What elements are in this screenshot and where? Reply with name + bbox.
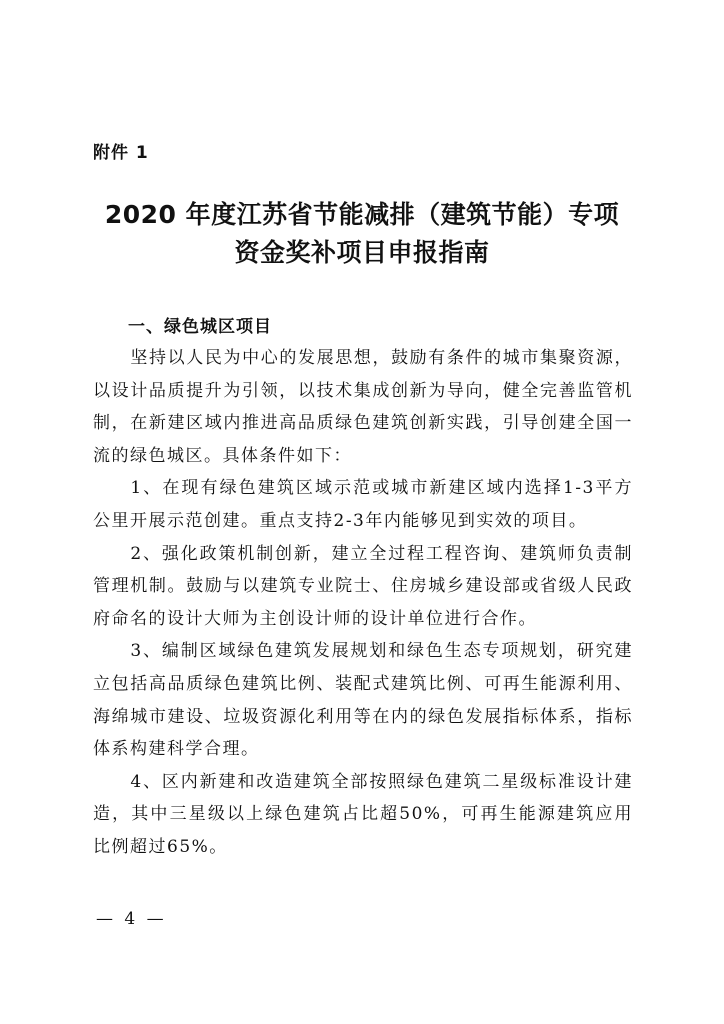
document-title-line-1: 2020 年度江苏省节能减排（建筑节能）专项 [104,200,620,229]
paragraph-intro: 坚持以人民为中心的发展思想，鼓励有条件的城市集聚资源，以设计品质提升为引领，以技术集成创新为导向，健全完善监管机制，在新建区域内推进高品质绿色建筑创新实践，引导创建全国一流的绿色城区。具体条件如下： [93,348,633,466]
paragraph-item-4: 4、区内新建和改造建筑全部按照绿色建筑二星级标准设计建造，其中三星级以上绿色建筑占比超50%，可再生能源建筑应用比例超过65%。 [93,771,633,857]
paragraph-item-3: 3、编制区域绿色建筑发展规划和绿色生态专项规划，研究建立包括高品质绿色建筑比例、装配式建筑比例、可再生能源利用、海绵城市建设、垃圾资源化利用等在内的绿色发展指标体系，指标体系构建科学合理。 [93,641,633,760]
page-number: — 4 — [96,909,167,929]
attachment-label: 附件 1 [93,143,149,163]
paragraph-item-1: 1、在现有绿色建筑区域示范或城市新建区域内选择1-3平方公里开展示范创建。重点支持2-3年内能够见到实效的项目。 [93,478,633,531]
document-title-line-2: 资金奖补项目申报指南 [234,238,490,267]
section-heading: 一、绿色城区项目 [128,317,272,337]
body-text [93,342,633,864]
paragraph-item-2: 2、强化政策机制创新，建立全过程工程咨询、建筑师负责制管理机制。鼓励与以建筑专业院士、住房城乡建设部或省级人民政府命名的设计大师为主创设计师的设计单位进行合作。 [93,543,633,629]
